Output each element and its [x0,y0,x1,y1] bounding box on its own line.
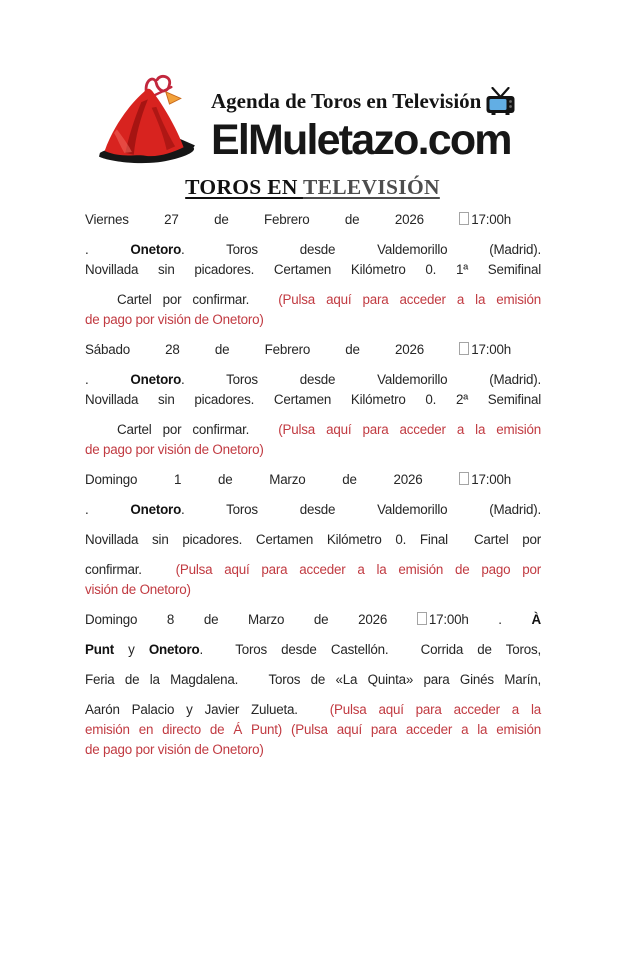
missing-glyph-box-icon [459,342,469,355]
event-text: Feria de la Magdalena. [85,672,249,687]
missing-glyph-box-icon [459,472,469,485]
event-line [85,370,541,390]
event-text: 17:00h [471,212,511,227]
event-text: Cartel por confirmar. [117,422,261,437]
event-text: . Toros desde Valdemorillo (Madrid). [181,242,541,257]
event-text: Domingo 8 de Marzo de 2026 [85,612,417,627]
event-line [85,440,541,460]
text-gap [403,653,421,654]
event-line [85,670,541,690]
event-text: Onetoro [130,372,182,387]
event-line [85,720,541,740]
text-gap [260,433,278,434]
event-text: . Toros desde Valdemorillo (Madrid). [181,502,541,517]
page-title-part2: TELEVISIÓN [302,175,440,199]
event-line [85,640,541,660]
text-gap [249,683,269,684]
event-text: 17:00h [471,342,511,357]
page-title-part1: TOROS EN [185,175,303,199]
text-gap [154,573,176,574]
event-text: Onetoro [148,642,200,657]
text-gap [217,653,235,654]
pulsa-link[interactable]: (Pulsa aquí para acceder a la emisión de pago por [175,562,541,577]
event-text: Novillada sin picadores. Certamen Kilómetro 0. 1ª Semifinal [85,262,541,277]
event-text: 17:00h . [428,612,532,627]
event-text: Toros de «La Quinta» para Ginés Marín, [268,672,541,687]
event-text: confirmar. [85,562,154,577]
event-text: À [531,612,541,627]
event-text: . [85,372,131,387]
tv-icon [485,87,516,115]
event-text: 17:00h [471,472,511,487]
event-line [85,700,541,720]
event-text: . [199,642,218,657]
event-text: Onetoro [130,242,182,257]
text-gap [448,543,474,544]
site-tagline: Agenda de Toros en Televisión [211,88,482,113]
event-text: Novillada sin picadores. Certamen Kilómetro 0. Final [85,532,448,547]
event-text: Corrida de Toros, [420,642,541,657]
event-line [85,500,541,520]
missing-glyph-box-icon [417,612,427,625]
site-name: ElMuletazo.com [211,116,511,164]
event-line [85,310,541,330]
event-text: y [113,642,149,657]
event-line [85,610,541,630]
muleta-cape-icon [93,73,199,167]
event-text: . [85,502,131,517]
event-text: Toros desde Castellón. [235,642,403,657]
event-text: Domingo 1 de Marzo de 2026 [85,472,460,487]
missing-glyph-box-icon [459,212,469,225]
event-line [85,560,541,580]
site-header [93,73,625,167]
event-text: Aarón Palacio y Javier Zulueta. [85,702,310,717]
event-text: Viernes 27 de Febrero de 2026 [85,212,460,227]
event-block [85,210,541,330]
event-line [85,530,541,550]
event-line [85,240,541,260]
event-block [85,610,541,760]
pulsa-link[interactable]: (Pulsa aquí para acceder a la [329,702,541,717]
pulsa-link[interactable]: de pago por visión de Onetoro) [85,442,264,457]
event-line [85,390,541,410]
events-list [85,210,541,760]
event-line [85,580,541,600]
event-block [85,340,541,460]
pulsa-link[interactable]: (Pulsa aquí para acceder a la emisión [278,292,542,307]
event-line [85,740,541,760]
event-text: Cartel por confirmar. [117,292,261,307]
text-gap [260,303,278,304]
pulsa-link[interactable]: visión de Onetoro) [85,582,191,597]
pulsa-link[interactable]: emisión en directo de Á Punt) (Pulsa aquí para acceder a la emisión [85,722,541,737]
event-text: Onetoro [130,502,182,517]
event-text: . [85,242,131,257]
event-line [85,210,541,230]
pulsa-link[interactable]: de pago por visión de Onetoro) [85,742,264,757]
event-text: Punt [85,642,114,657]
event-text: Cartel por [473,532,541,547]
pulsa-link[interactable]: (Pulsa aquí para acceder a la emisión [278,422,542,437]
event-text: Sábado 28 de Febrero de 2026 [85,342,460,357]
event-line [85,420,541,440]
text-gap [310,713,330,714]
event-text: Novillada sin picadores. Certamen Kilómetro 0. 2ª Semifinal [85,392,541,407]
event-text: . Toros desde Valdemorillo (Madrid). [181,372,541,387]
brand-block [211,73,516,165]
event-line [85,340,541,360]
pulsa-link[interactable]: de pago por visión de Onetoro) [85,312,264,327]
event-line [85,470,541,490]
event-line [85,290,541,310]
event-line [85,260,541,280]
event-block [85,470,541,600]
page-title [0,174,625,200]
